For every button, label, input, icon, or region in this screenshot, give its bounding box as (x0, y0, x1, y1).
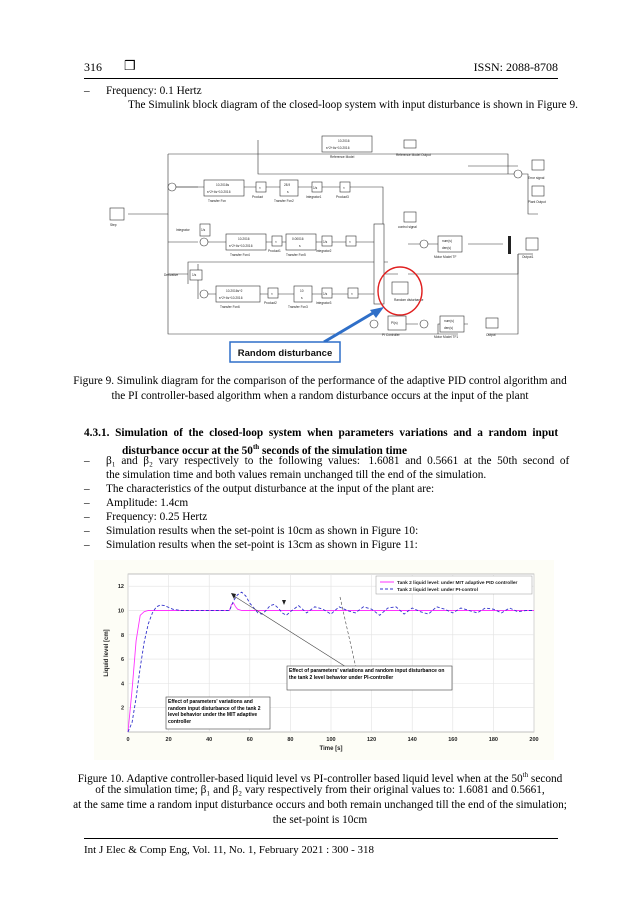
tf6-num: 10.2016s^2 (226, 289, 243, 293)
legend-label: Tank 2 liquid level: under PI-control (397, 588, 478, 593)
mux-block (508, 236, 511, 254)
dash-marker: – (84, 525, 90, 537)
integrator2-sym: 1/s (323, 240, 328, 244)
product2-label: Product2 (264, 301, 277, 305)
figure9-caption-line1: Figure 9. Simulink diagram for the comparison of the performance of the adaptive PID control algorithm and (73, 375, 567, 387)
y-axis-label: Liquid level [cm] (104, 629, 110, 677)
page-number: 316 (84, 60, 102, 74)
footer-rule (84, 838, 558, 839)
y-tick-label: 10 (117, 608, 124, 615)
y-tick-label: 4 (120, 681, 124, 688)
x-tick-label: 0 (126, 737, 130, 743)
integrator-label: Integrator (176, 228, 190, 232)
motor-model-tf1-label: Motor Model TF1 (434, 335, 459, 339)
y-tick-label: 8 (120, 632, 124, 639)
x-tick-label: 200 (529, 737, 539, 743)
tf2-den: s (287, 190, 289, 194)
tf5-den: s (299, 244, 301, 248)
figure10-caption-line4: the set-point is 10cm (272, 814, 368, 826)
summation-block (374, 224, 384, 304)
product-row2-block (346, 236, 356, 246)
callout-text: Random disturbance (237, 348, 333, 359)
dash-marker: – (84, 483, 90, 495)
transfer-fcn6-label: Transfer Fcn6 (220, 305, 240, 309)
list-item: Amplitude: 1.4cm (106, 497, 189, 509)
tf4-den: s^2+4s+10.2016 (229, 244, 253, 248)
x-tick-label: 120 (367, 737, 377, 743)
callout-arrowhead-icon (370, 307, 384, 318)
frequency-item: Frequency: 0.1 Hertz (106, 85, 202, 97)
tf5-num: 0.00016 (292, 237, 304, 241)
error-signal-label: Error signal (528, 176, 545, 180)
section-heading-line2: disturbance occur at the 50th seconds of the simulation time (122, 443, 407, 457)
figure10-caption-line1: Figure 10. Adaptive controller-based liquid level vs PI-controller based liquid level when at the 50th second (77, 771, 563, 785)
product-block (256, 182, 266, 192)
integrator2-label: Integrator2 (316, 249, 332, 253)
tf1-num: 10.2016s (216, 183, 230, 187)
figure10-chart (94, 560, 554, 760)
header-rule (84, 78, 558, 79)
product3-label: Product3 (336, 195, 349, 199)
square-glyph-icon: ❒ (124, 58, 136, 73)
motor-model-tf-label: Motor Model TF (434, 255, 457, 259)
dash-marker: – (84, 85, 90, 97)
section-heading-line1: 4.3.1. Simulation of the closed-loop system when parameters variations and a random input (84, 427, 559, 439)
output-label: Output (486, 333, 496, 337)
transfer-fcn4-label: Transfer Fcn4 (230, 253, 250, 257)
integrator-sym: 1/s (201, 228, 206, 232)
tf6-den: s^2+4s+10.2016 (219, 296, 243, 300)
x-tick-label: 180 (488, 737, 498, 743)
random-disturbance-label: Random disturbance (394, 298, 424, 302)
tf2-num: 28.9 (284, 183, 291, 187)
product3-mult: × (343, 186, 345, 190)
annotation-text-mit-wrap (168, 699, 268, 729)
product3-block (340, 182, 350, 192)
product-row2-mult: × (349, 240, 351, 244)
y-tick-label: 6 (120, 657, 124, 664)
pi-controller-label: PI Controller (382, 333, 400, 337)
sum-pi (370, 320, 378, 328)
plant-output-label: Plant Output (528, 200, 546, 204)
x-tick-label: 80 (287, 737, 294, 743)
dash-marker: – (84, 497, 90, 509)
figure9-caption-line2: the PI controller-based algorithm when a random disturbance occurs at the input of the plant (111, 390, 529, 402)
x-tick-label: 140 (407, 737, 417, 743)
tf4-num: 10.2016 (238, 237, 250, 241)
integrator1-label: Integrator1 (306, 195, 322, 199)
integrator1-sym: 1/s (313, 186, 318, 190)
random-disturbance-block (392, 282, 408, 294)
output1-label: Output1 (522, 255, 534, 259)
motor-den: den(s) (442, 246, 452, 250)
list-item: The characteristics of the output disturbance at the input of the plant are: (106, 483, 435, 495)
sum-1 (168, 183, 176, 191)
reference-output-label: Reference Model Output (396, 153, 431, 157)
reference-output-scope (404, 140, 416, 148)
beta-item-line1: β₁ and β₂ vary respectively to the following values: 1.6081 and 0.5661 at the 50th second of (106, 455, 570, 467)
figure10-caption-line2: of the simulation time; β₁ and β₂ vary respectively from their original values to: 1.6081 and 0.5661, (95, 784, 545, 796)
tf3-num: 10 (300, 289, 304, 293)
dash-marker: – (84, 539, 90, 551)
callout-arrow (324, 310, 378, 342)
output-scope (486, 318, 498, 328)
error-signal-scope (532, 160, 544, 170)
sum-3 (200, 290, 208, 298)
x-tick-label: 60 (246, 737, 253, 743)
transfer-fcn5-label: Transfer Fcn5 (286, 253, 306, 257)
product-label: Product (252, 195, 263, 199)
y-tick-label: 2 (120, 705, 124, 712)
plant-output-scope (532, 186, 544, 196)
product-row3-mult: × (351, 292, 353, 296)
x-tick-label: 20 (165, 737, 172, 743)
product1-block (272, 236, 282, 246)
step-block (110, 208, 124, 220)
annotation-text-mit: Effect of parameters' variations and random input disturbance of the tank 2 level behavior under the MIT adaptive controller (168, 699, 261, 725)
product2-block (268, 288, 278, 298)
y-tick-label: 12 (117, 584, 124, 591)
chart-legend (376, 576, 532, 594)
sum-2 (200, 238, 208, 246)
dash-marker: – (84, 511, 90, 523)
sum-error (514, 170, 522, 178)
motor1-num: num(s) (444, 319, 454, 323)
control-signal-scope (404, 212, 416, 222)
x-tick-label: 160 (448, 737, 458, 743)
list-item: Frequency: 0.25 Hertz (106, 511, 208, 523)
list-item: Simulation results when the set-point is 13cm as shown in Figure 11: (106, 539, 418, 551)
transfer-fcn2-label: Transfer Fcn2 (274, 199, 294, 203)
x-axis-label: Time [s] (319, 746, 343, 752)
product1-label: Product1 (268, 249, 281, 253)
figure10-caption-line3: at the same time a random input disturbance occurs and both remain unchanged till the end of the simulation; (73, 799, 567, 811)
derivative-sym: 1/s (192, 273, 197, 277)
x-tick-label: 100 (326, 737, 336, 743)
control-signal-label: control signal (398, 225, 417, 229)
motor1-den: den(s) (444, 326, 454, 330)
product2-mult: × (271, 292, 273, 296)
pi-sym: PI(s) (391, 321, 398, 325)
list-item: Simulation results when the set-point is 10cm as shown in Figure 10: (106, 525, 419, 537)
product1-mult: × (275, 240, 277, 244)
annotation-text-pi: Effect of parameters' variations and random input disturbance on the tank 2 level behavior under PI-controller (289, 668, 445, 681)
step-label: Step (110, 223, 117, 227)
figure9-simulink-diagram (108, 124, 548, 370)
intro-sentence: The Simulink block diagram of the closed-loop system with input disturbance is shown in Figure 9. (128, 99, 578, 111)
tf1-den: s^2+4s+10.2016 (207, 190, 231, 194)
motor-num: num(s) (442, 239, 452, 243)
product-row3-block (348, 288, 358, 298)
x-tick-label: 40 (206, 737, 213, 743)
integrator3-label: Integrator3 (316, 301, 332, 305)
output1-scope (526, 238, 538, 250)
product-mult: × (259, 186, 261, 190)
issn: ISSN: 2088-8708 (473, 60, 558, 74)
annotation-text-pi-wrap (289, 668, 451, 690)
tf3-den: s (301, 296, 303, 300)
ref-tf-num: 10.2016 (338, 139, 350, 143)
dash-marker: – (84, 455, 90, 467)
derivative-label: Derivative (164, 273, 179, 277)
integrator3-sym: 1/s (323, 292, 328, 296)
sum-plant (420, 240, 428, 248)
legend-label: Tank 2 liquid level: under MIT adaptive PID controller (397, 581, 518, 586)
ref-tf-den: s^2+4s+10.2016 (326, 146, 350, 150)
sum-pi-plant (420, 320, 428, 328)
transfer-fcn3-label: Transfer Fcn3 (288, 305, 308, 309)
transfer-fcn-label: Transfer Fcn (208, 199, 226, 203)
footer-text: Int J Elec & Comp Eng, Vol. 11, No. 1, February 2021 : 300 - 318 (84, 844, 375, 856)
reference-model-label: Reference Model (330, 155, 355, 159)
beta-item-line2: the simulation time and both values remain unchanged till the end of the simulation. (106, 469, 487, 481)
